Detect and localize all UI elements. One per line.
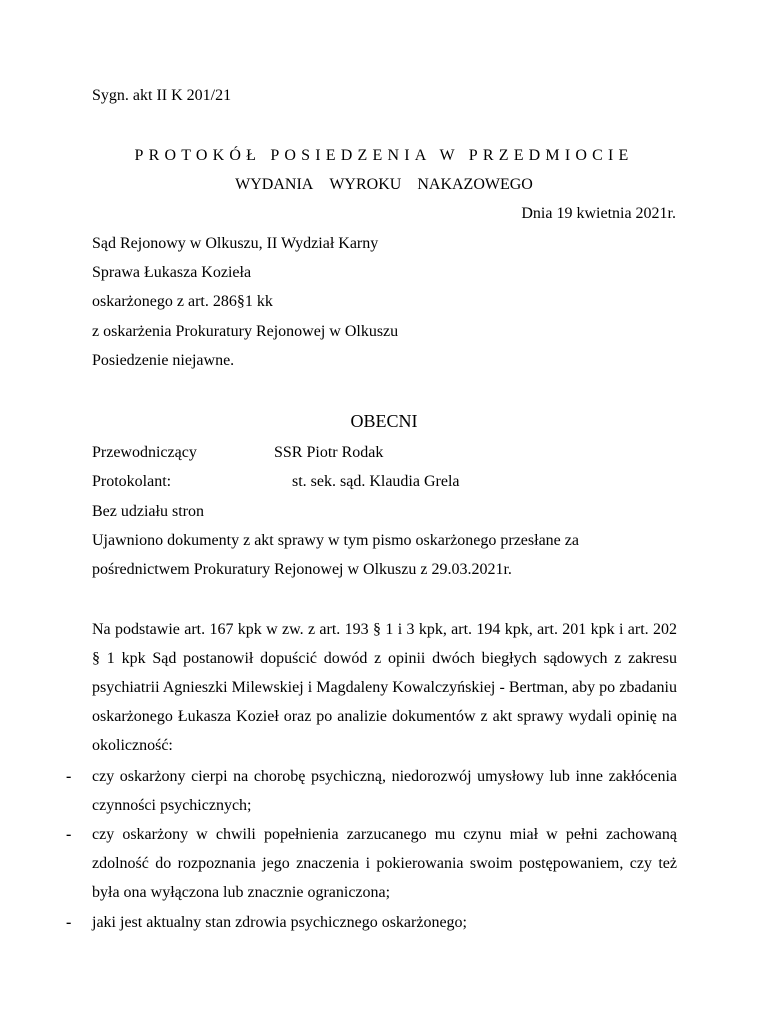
clerk-label: Protokolant: — [92, 473, 172, 490]
charge: oskarżonego z art. 286§1 kk — [92, 293, 273, 310]
protocol-title-line2 — [0, 175, 768, 195]
disclosure-paragraph: Ujawniono dokumenty z akt sprawy w tym pismo oskarżonego przesłane za pośrednictwem Prokuratury Rejonowej w Olkuszu z 29.03.2021r. — [92, 532, 579, 578]
chair-label: Przewodniczący — [92, 444, 197, 461]
title-word-2: WYROKU — [329, 176, 402, 193]
list-item: jaki jest aktualny stan zdrowia psychicznego oskarżonego; — [92, 914, 467, 931]
case-signature: Sygn. akt II K 201/21 — [92, 87, 232, 104]
protocol-date: Dnia 19 kwietnia 2021r. — [521, 205, 676, 222]
protocol-title-line1: PROTOKÓŁ POSIEDZENIA W PRZEDMIOCIE — [134, 147, 634, 164]
list-item: czy oskarżony cierpi na chorobę psychiczną, niedorozwój umysłowy lub inne zakłócenia czynności psychicznych; — [92, 768, 677, 814]
chair-value: SSR Piotr Rodak — [274, 444, 384, 461]
title-word-3: NAKAZOWEGO — [417, 176, 533, 193]
prosecution: z oskarżenia Prokuratury Rejonowej w Olkuszu — [92, 323, 399, 340]
bullet-marker: - — [66, 826, 72, 843]
title-word-1: WYDANIA — [235, 176, 314, 193]
session-type: Posiedzenie niejawne. — [92, 352, 235, 369]
bullet-marker: - — [66, 768, 72, 785]
decision-paragraph: Na podstawie art. 167 kpk w zw. z art. 193 § 1 i 3 kpk, art. 194 kpk, art. 201 kpk i art. 202 § 1 kpk Sąd postanowił dopuścić dowód z opinii dwóch biegłych sądowych z zakresu psychiatrii Agnieszki Milewskiej i Magdaleny Kowalczyńskiej - Bertman, aby po zbadaniu oskarżonego Łukasza Kozieł oraz po analizie dokumentów z akt sprawy wydali opinię na okoliczność: — [92, 621, 677, 754]
court-name: Sąd Rejonowy w Olkuszu, II Wydział Karny — [92, 235, 379, 252]
parties-note: Bez udziału stron — [92, 503, 204, 520]
list-item: czy oskarżony w chwili popełnienia zarzucanego mu czynu miał w pełni zachowaną zdolność do rozpoznania jego znaczenia i pokierowania swoim postępowaniem, czy też była ona wyłączona lub znacznie ograniczona; — [92, 826, 677, 901]
clerk-value: st. sek. sąd. Klaudia Grela — [292, 473, 460, 490]
bullet-marker: - — [66, 914, 72, 931]
case-name: Sprawa Łukasza Kozieła — [92, 264, 252, 281]
present-heading: OBECNI — [350, 411, 418, 431]
